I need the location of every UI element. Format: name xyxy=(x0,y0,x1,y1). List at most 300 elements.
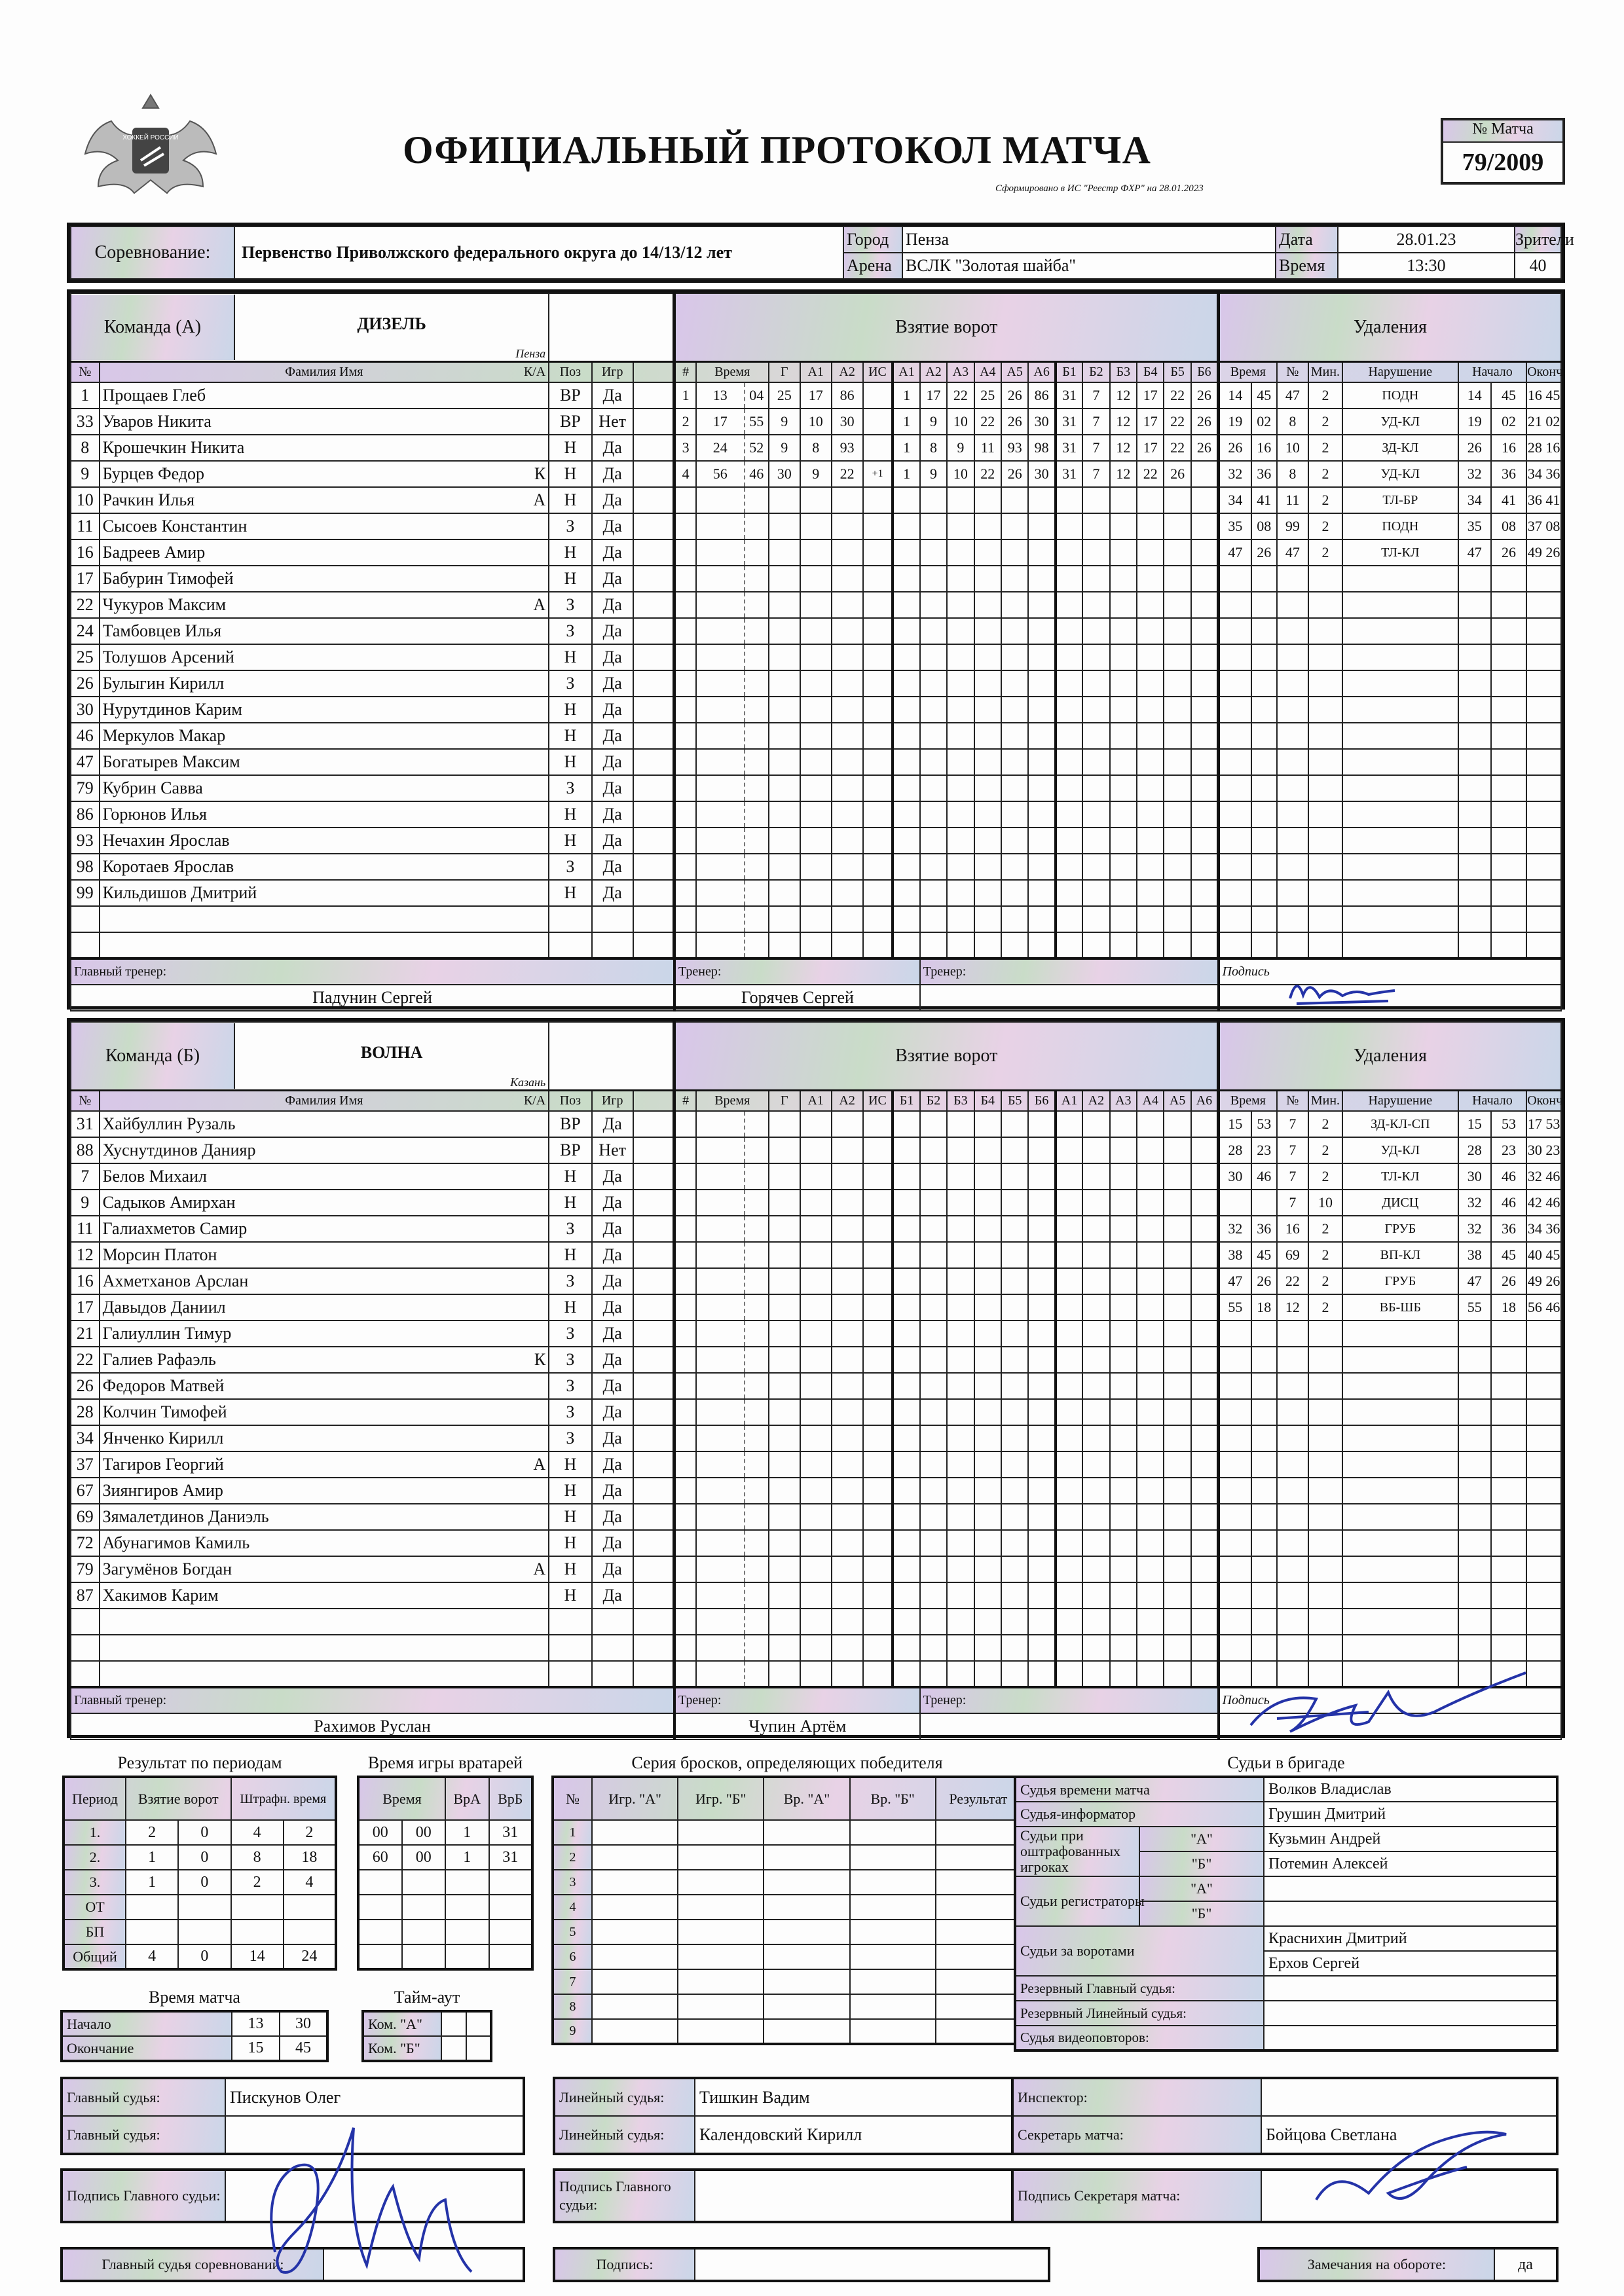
player-number: 10 xyxy=(71,487,100,513)
goal-time-sec xyxy=(745,1190,769,1216)
goal-assist-1 xyxy=(800,592,832,618)
pen-time-min xyxy=(1219,854,1251,880)
signature-coach-a xyxy=(1283,972,1401,1011)
goal-scorer xyxy=(769,1163,800,1190)
onice-own-player xyxy=(1001,906,1028,932)
pen-start-sec xyxy=(1491,854,1526,880)
pen-start-min xyxy=(1458,1373,1491,1399)
onice-opp-player xyxy=(1191,906,1219,932)
pen-infraction: ЗД-КЛ-СП xyxy=(1342,1111,1458,1137)
goal-time-min xyxy=(696,775,745,801)
onice-own-player xyxy=(920,513,947,539)
pen-infraction: ТЛ-КЛ xyxy=(1342,539,1458,566)
pen-minutes xyxy=(1308,618,1342,644)
player-position: Н xyxy=(549,644,591,670)
onice-own-player: 22 xyxy=(947,382,974,409)
onice-own-player xyxy=(974,1661,1001,1687)
onice-opp-player xyxy=(1110,1111,1137,1137)
player-played: Да xyxy=(592,1399,633,1425)
player-position: З xyxy=(549,1216,591,1242)
onice-opp-player xyxy=(1082,1582,1109,1609)
player-played: Да xyxy=(592,1268,633,1294)
goal-number xyxy=(674,775,696,801)
coach-2-label: Тренер: xyxy=(920,1687,1219,1713)
goal-situation xyxy=(863,644,893,670)
onice-own-player: 30 xyxy=(1028,409,1055,435)
goal-situation xyxy=(863,566,893,592)
line-ref-2: Календовский Кирилл xyxy=(695,2116,1049,2154)
pen-start-sec xyxy=(1491,1478,1526,1504)
onice-own-player xyxy=(974,906,1001,932)
player-played: Да xyxy=(592,801,633,828)
goal-situation xyxy=(863,932,893,958)
table-row xyxy=(71,697,1561,723)
player-played: Да xyxy=(592,1478,633,1504)
onice-own-player xyxy=(947,1399,974,1425)
goal-assist-2 xyxy=(832,487,863,513)
goal-time-min xyxy=(696,1373,745,1399)
onice-opp-player xyxy=(1191,1216,1219,1242)
table-row xyxy=(553,1820,1022,1845)
pen-time-min xyxy=(1219,1609,1251,1635)
onice-opp-player xyxy=(1164,1163,1190,1190)
pen-infraction: ТЛ-КЛ xyxy=(1342,1163,1458,1190)
head-ref-2-label: Главный судья: xyxy=(62,2116,225,2154)
period-label: 3. xyxy=(64,1870,126,1895)
onice-opp-player xyxy=(1110,880,1137,906)
goal-scorer xyxy=(769,1504,800,1530)
onice-own-player xyxy=(1001,1216,1028,1242)
player-position: Н xyxy=(549,487,591,513)
timekeeper-label: Судья времени матча xyxy=(1015,1777,1264,1802)
onice-opp-player xyxy=(1164,1530,1190,1556)
table-row xyxy=(71,932,1561,958)
pen-player xyxy=(1277,723,1308,749)
col-play: Игр xyxy=(592,1090,633,1111)
goalie-a xyxy=(445,1870,489,1895)
onice-own-col: А5 xyxy=(1001,361,1028,382)
onice-own-player xyxy=(920,775,947,801)
goal-time-min xyxy=(696,801,745,828)
pen-end-min: 40 xyxy=(1527,1247,1542,1263)
remarks-label: Замечания на обороте: xyxy=(1259,2248,1494,2281)
pen-player xyxy=(1277,1425,1308,1451)
goal-scorer xyxy=(769,1242,800,1268)
onice-opp-player xyxy=(1110,801,1137,828)
table-row xyxy=(358,1820,532,1845)
player-played: Да xyxy=(592,592,633,618)
pen-col-time: Время xyxy=(1219,361,1277,382)
onice-own-player xyxy=(1028,1556,1055,1582)
onice-opp-player xyxy=(1164,1451,1190,1478)
goal-time-sec xyxy=(745,1163,769,1190)
goal-number: 1 xyxy=(674,382,696,409)
goal-time-min xyxy=(696,566,745,592)
player-number: 17 xyxy=(71,566,100,592)
pen-player xyxy=(1277,906,1308,932)
pen-player xyxy=(1277,644,1308,670)
pen-player xyxy=(1277,1556,1308,1582)
pen-minutes: 2 xyxy=(1308,382,1342,409)
pen-time-sec xyxy=(1251,1556,1277,1582)
onice-own-player xyxy=(920,1321,947,1347)
goal-assist-1 xyxy=(800,1321,832,1347)
goal-assist-1 xyxy=(800,1635,832,1661)
onice-own-player xyxy=(920,1347,947,1373)
onice-own-player xyxy=(947,513,974,539)
pen-col-no: № xyxy=(1277,361,1308,382)
player-played: Да xyxy=(592,1190,633,1216)
pen-minutes: 2 xyxy=(1308,435,1342,461)
player-ka: А xyxy=(533,490,546,509)
onice-own-player xyxy=(974,618,1001,644)
onice-opp-player xyxy=(1082,1111,1109,1137)
line-ref-1: Тишкин Вадим xyxy=(695,2078,1049,2116)
player-position xyxy=(549,932,591,958)
goal-assist-1: 17 xyxy=(800,382,832,409)
onice-own-player xyxy=(1001,539,1028,566)
onice-opp-player xyxy=(1191,513,1219,539)
player-position: Н xyxy=(549,1294,591,1321)
pen-start-min xyxy=(1458,1478,1491,1504)
goal-scorer xyxy=(769,1373,800,1399)
pen-time-sec xyxy=(1251,1190,1277,1216)
onice-own-player xyxy=(947,1425,974,1451)
onice-opp-player xyxy=(1056,1635,1082,1661)
col-ka: К/А xyxy=(523,364,546,379)
pen-end-sec: 45 xyxy=(1545,1247,1560,1263)
goal-assist-1 xyxy=(800,1609,832,1635)
player-number: 1 xyxy=(71,382,100,409)
onice-opp-player xyxy=(1191,1163,1219,1190)
onice-own-player xyxy=(893,1661,919,1687)
pen-player xyxy=(1277,1530,1308,1556)
onice-own-player xyxy=(920,1556,947,1582)
goal-number: 4 xyxy=(674,461,696,487)
pen-player xyxy=(1277,932,1308,958)
goal-assist-1 xyxy=(800,775,832,801)
pen-player xyxy=(1277,697,1308,723)
onice-own-player xyxy=(1028,1190,1055,1216)
pen-minutes: 2 xyxy=(1308,409,1342,435)
player-name: Крошечкин Никита xyxy=(102,438,245,457)
pen-infraction xyxy=(1342,1609,1458,1635)
signature-label: Подпись xyxy=(1219,958,1561,985)
onice-opp-player xyxy=(1082,906,1109,932)
onice-opp-player xyxy=(1137,513,1164,539)
goalie-time-sec xyxy=(402,1944,446,1969)
onice-opp-player xyxy=(1082,1347,1109,1373)
onice-own-player xyxy=(1001,1609,1028,1635)
time-value: 13:30 xyxy=(1338,253,1515,279)
onice-opp-player: 26 xyxy=(1191,382,1219,409)
onice-opp-player xyxy=(1110,775,1137,801)
player-name: Ахметханов Арслан xyxy=(102,1271,249,1290)
onice-opp-player xyxy=(1056,1216,1082,1242)
pen-minutes xyxy=(1308,1478,1342,1504)
onice-opp-player xyxy=(1082,1425,1109,1451)
pen-minutes xyxy=(1308,644,1342,670)
pen-minutes xyxy=(1308,1504,1342,1530)
pen-end-sec: 46 xyxy=(1545,1194,1560,1211)
goal-time-sec xyxy=(745,513,769,539)
pen-time-sec xyxy=(1251,749,1277,775)
competition-label: Соревнование: xyxy=(71,227,234,279)
pen-time-min: 15 xyxy=(1219,1111,1251,1137)
table-row xyxy=(64,1944,336,1969)
player-played: Да xyxy=(592,1294,633,1321)
match-number: 79/2009 xyxy=(1462,149,1544,176)
onice-opp-player xyxy=(1082,1530,1109,1556)
pen-start-sec: 46 xyxy=(1491,1190,1526,1216)
goal-time-sec: 04 xyxy=(745,382,769,409)
goal-time-min xyxy=(696,1478,745,1504)
player-number: 25 xyxy=(71,644,100,670)
pen-time-min xyxy=(1219,1478,1251,1504)
onice-own-player xyxy=(974,932,1001,958)
onice-opp-player xyxy=(1164,932,1190,958)
goal-situation xyxy=(863,1635,893,1661)
match-end-hour: 15 xyxy=(232,2036,280,2061)
onice-own-player xyxy=(947,670,974,697)
goal-time-sec xyxy=(745,1373,769,1399)
sign-head-label: Подпись Главного судьи: xyxy=(62,2170,225,2222)
pen-minutes xyxy=(1308,566,1342,592)
onice-own-player xyxy=(1001,828,1028,854)
goal-time-min xyxy=(696,854,745,880)
goal-time-min xyxy=(696,1242,745,1268)
player-number: 31 xyxy=(71,1111,100,1137)
onice-opp-player xyxy=(1191,1425,1219,1451)
goal-assist-1 xyxy=(800,932,832,958)
onice-opp-player xyxy=(1191,539,1219,566)
goal-judge-2: Ерхов Сергей xyxy=(1264,1951,1557,1976)
goal-time-min xyxy=(696,539,745,566)
onice-own-player xyxy=(1028,618,1055,644)
table-row xyxy=(553,1845,1022,1870)
onice-opp-player xyxy=(1164,749,1190,775)
player-position: З xyxy=(549,775,591,801)
pen-infraction xyxy=(1342,749,1458,775)
pen-col-time: Время xyxy=(1219,1090,1277,1111)
onice-opp-player xyxy=(1082,566,1109,592)
pen-start-sec xyxy=(1491,1556,1526,1582)
onice-own-player xyxy=(974,487,1001,513)
table-row xyxy=(71,1582,1561,1609)
goal-time-sec xyxy=(745,1111,769,1137)
pen-start-min xyxy=(1458,1347,1491,1373)
onice-opp-player xyxy=(1137,828,1164,854)
goal-time-sec xyxy=(745,670,769,697)
pen-start-min: 26 xyxy=(1458,435,1491,461)
table-row xyxy=(71,566,1561,592)
onice-opp-player xyxy=(1056,1347,1082,1373)
pen-player xyxy=(1277,775,1308,801)
onice-opp-col: А6 xyxy=(1191,1090,1219,1111)
onice-opp-player xyxy=(1110,854,1137,880)
period-goals-b: 0 xyxy=(178,1845,231,1870)
pen-player: 99 xyxy=(1277,513,1308,539)
onice-opp-player xyxy=(1082,1216,1109,1242)
onice-own-player xyxy=(893,487,919,513)
pen-start-min: 47 xyxy=(1458,1268,1491,1294)
pen-time-sec xyxy=(1251,1451,1277,1478)
table-row xyxy=(71,1216,1561,1242)
onice-opp-player xyxy=(1082,749,1109,775)
onice-opp-player xyxy=(1191,1451,1219,1478)
goalie-time-min: 60 xyxy=(358,1845,402,1870)
player-ka: А xyxy=(533,1455,546,1474)
pen-time-sec xyxy=(1251,670,1277,697)
pen-start-sec xyxy=(1491,697,1526,723)
onice-own-player xyxy=(1001,618,1028,644)
onice-opp-player xyxy=(1110,1504,1137,1530)
periods-col-period: Период xyxy=(64,1777,126,1820)
goal-time-min xyxy=(696,513,745,539)
table-row xyxy=(553,1920,1022,1944)
player-ka: К xyxy=(534,1350,546,1369)
goal-time-min xyxy=(696,1321,745,1347)
player-position: Н xyxy=(549,1163,591,1190)
onice-own-player xyxy=(893,670,919,697)
goal-number xyxy=(674,1294,696,1321)
player-number: 67 xyxy=(71,1478,100,1504)
goal-assist-2 xyxy=(832,906,863,932)
pen-minutes xyxy=(1308,670,1342,697)
table-row xyxy=(553,2019,1022,2044)
table-row xyxy=(71,1163,1561,1190)
goal-scorer xyxy=(769,644,800,670)
goal-assist-2 xyxy=(832,592,863,618)
goal-judge-1: Краснихин Дмитрий xyxy=(1264,1926,1557,1951)
onice-own-player xyxy=(947,1294,974,1321)
goal-assist-2 xyxy=(832,1216,863,1242)
player-position: Н xyxy=(549,1478,591,1504)
pen-start-min: 34 xyxy=(1458,487,1491,513)
onice-own-player xyxy=(1001,723,1028,749)
goal-situation xyxy=(863,435,893,461)
pen-minutes xyxy=(1308,801,1342,828)
onice-own-player xyxy=(1028,592,1055,618)
line-ref-2-label: Линейный судья: xyxy=(554,2116,695,2154)
pen-end-sec: 45 xyxy=(1545,387,1560,403)
player-position: Н xyxy=(549,1190,591,1216)
onice-own-player xyxy=(1001,1530,1028,1556)
onice-opp-player xyxy=(1191,1137,1219,1163)
onice-own-player xyxy=(974,697,1001,723)
goal-assist-2 xyxy=(832,1373,863,1399)
inspector-value xyxy=(1261,2078,1557,2116)
goal-assist-2 xyxy=(832,1556,863,1582)
onice-opp-player xyxy=(1164,1635,1190,1661)
player-number: 37 xyxy=(71,1451,100,1478)
pen-minutes: 2 xyxy=(1308,461,1342,487)
goal-number xyxy=(674,697,696,723)
player-number: 16 xyxy=(71,1268,100,1294)
onice-own-player xyxy=(1001,487,1028,513)
onice-opp-player xyxy=(1164,618,1190,644)
player-number: 7 xyxy=(71,1163,100,1190)
pen-start-sec: 26 xyxy=(1491,539,1526,566)
player-position xyxy=(549,1635,591,1661)
table-row xyxy=(553,1895,1022,1920)
pen-time-min: 14 xyxy=(1219,382,1251,409)
player-position: Н xyxy=(549,1556,591,1582)
onice-opp-player xyxy=(1056,670,1082,697)
goal-assist-1 xyxy=(800,539,832,566)
pen-infraction xyxy=(1342,1635,1458,1661)
goal-col-time: Время xyxy=(696,361,769,382)
onice-opp-player: 7 xyxy=(1082,461,1109,487)
table-row xyxy=(71,1530,1561,1556)
pen-time-min xyxy=(1219,1347,1251,1373)
onice-opp-player xyxy=(1164,1425,1190,1451)
goal-situation xyxy=(863,1294,893,1321)
goal-col-time: Время xyxy=(696,1090,769,1111)
onice-own-player xyxy=(1001,1268,1028,1294)
goal-number xyxy=(674,1111,696,1137)
goal-time-sec: 46 xyxy=(745,461,769,487)
onice-opp-player xyxy=(1082,775,1109,801)
onice-own-col: Б4 xyxy=(974,1090,1001,1111)
pen-minutes xyxy=(1308,1556,1342,1582)
goal-number xyxy=(674,539,696,566)
match-number-box xyxy=(1441,118,1565,185)
onice-own-player xyxy=(1001,880,1028,906)
onice-own-player xyxy=(947,854,974,880)
onice-own-player xyxy=(974,1294,1001,1321)
pen-start-min xyxy=(1458,697,1491,723)
onice-own-player: 1 xyxy=(893,435,919,461)
table-row xyxy=(71,1399,1561,1425)
onice-opp-player xyxy=(1164,1661,1190,1687)
onice-opp-player xyxy=(1137,1451,1164,1478)
goalies-col-time: Время xyxy=(358,1777,445,1820)
onice-own-player xyxy=(920,644,947,670)
goal-assist-1 xyxy=(800,1268,832,1294)
goal-number xyxy=(674,644,696,670)
player-played: Нет xyxy=(592,409,633,435)
player-name: Нечахин Ярослав xyxy=(102,831,230,850)
period-goals-a: 1 xyxy=(126,1845,178,1870)
player-number: 9 xyxy=(71,1190,100,1216)
onice-own-player xyxy=(1001,1294,1028,1321)
goalie-time-min xyxy=(358,1870,402,1895)
onice-own-player xyxy=(974,1399,1001,1425)
table-row xyxy=(71,723,1561,749)
shootout-title: Серия бросков, определяющих победителя xyxy=(631,1753,943,1772)
goal-col-a1: А1 xyxy=(800,1090,832,1111)
table-row xyxy=(71,409,1561,435)
onice-own-player: 1 xyxy=(893,409,919,435)
goal-situation xyxy=(863,749,893,775)
goalies-title: Время игры вратарей xyxy=(367,1753,523,1772)
goal-time-min xyxy=(696,1190,745,1216)
onice-own-player xyxy=(947,592,974,618)
goal-number xyxy=(674,566,696,592)
onice-own-col: Б3 xyxy=(947,1090,974,1111)
onice-own-player xyxy=(1028,644,1055,670)
coach-2-label: Тренер: xyxy=(920,958,1219,985)
player-position: ВР xyxy=(549,1111,591,1137)
onice-own-player xyxy=(974,1373,1001,1399)
goalie-a xyxy=(445,1944,489,1969)
pen-player xyxy=(1277,618,1308,644)
onice-own-player xyxy=(947,1268,974,1294)
pen-infraction: ВБ-ШБ xyxy=(1342,1294,1458,1321)
pen-end-min: 42 xyxy=(1527,1194,1542,1211)
onice-own-player xyxy=(920,592,947,618)
